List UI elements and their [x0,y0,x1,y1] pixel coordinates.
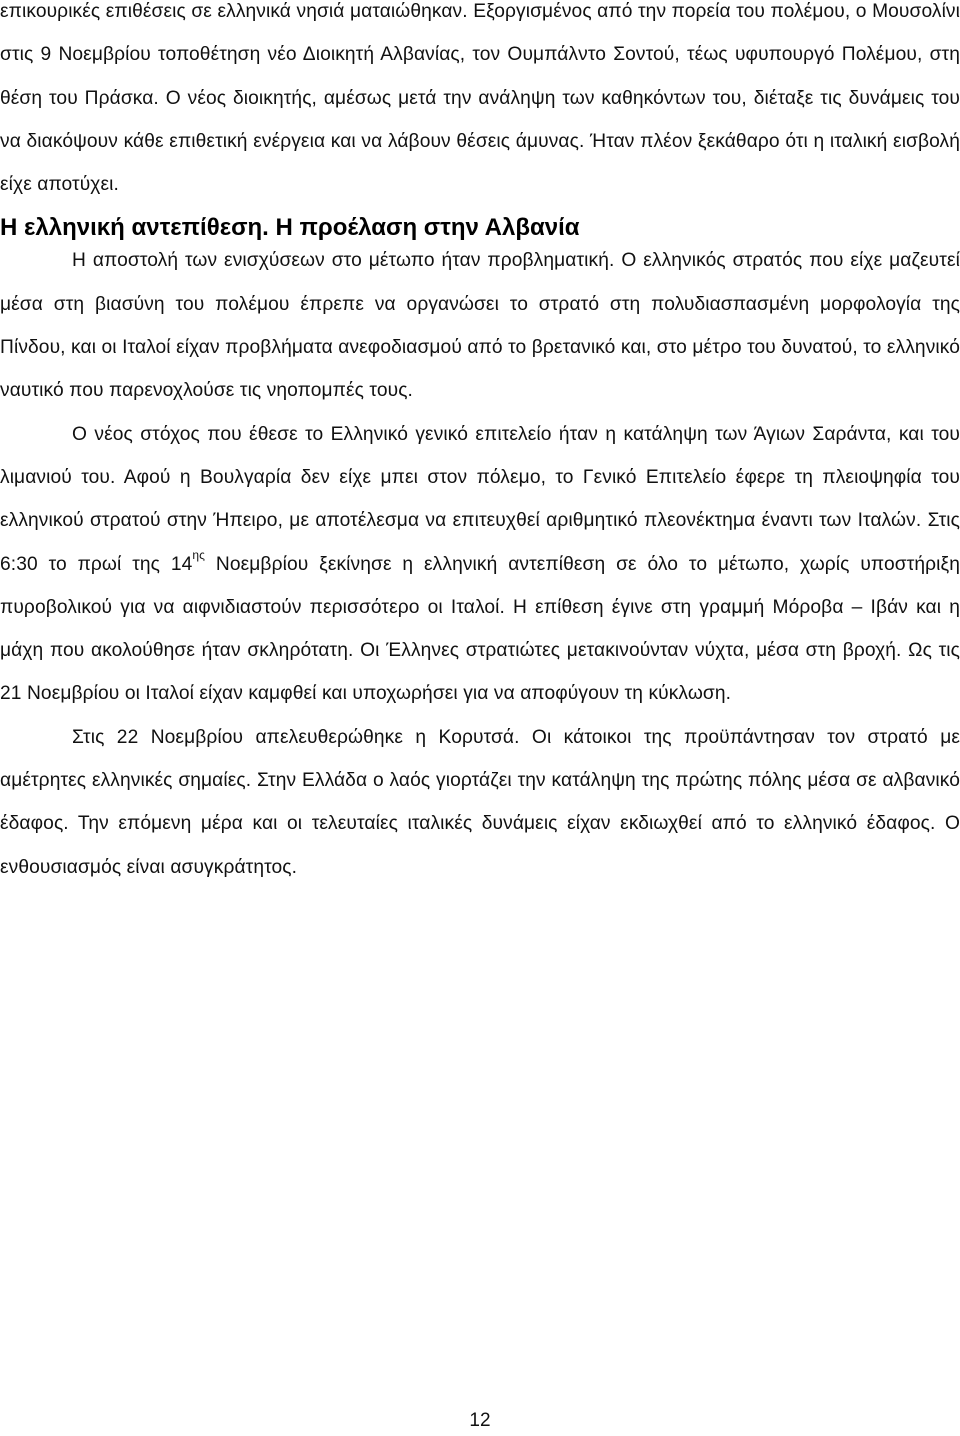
p4-sentence-4: Την επόμενη μέρα και οι τελευταίες ιταλικές δυνάμεις είχαν εκδιωχθεί από το ελληνικό έδαφος. [77,813,936,835]
p4-sentence-3: Στην Ελλάδα ο λαός γιορτάζει την κατάληψη της πρώτης πόλης μέσα σε αλβανικό έδαφος. [0,770,960,835]
p1-sentence-1: επικουρικές επιθέσεις σε ελληνικά νησιά ματαιώθηκαν. Εξοργισμένος από την πορεία του πολέμου, ο Μουσολίνι στις 9 Νοεμβρίου τοποθέτηση νέο Διοικητή Αλβανίας, τον Ουμπάλντο Σοντού, τέως υφυπουργό Πολέμου, στη θέση του Πράσκα. [0,1,960,109]
paragraph-3 [0,413,960,716]
section-heading-part-1: Η ελληνική αντεπίθεση. [0,214,269,242]
section-heading-part-2: Η προέλαση στην Αλβανία [275,214,580,242]
p3-sentence-3-end: Νοεμβρίου ξεκίνησε η ελληνική αντεπίθεση σε όλο το μέτωπο, χωρίς υποστήριξη πυροβολικού για να αιφνιδιαστούν περισσότερο οι Ιταλοί. [0,553,960,618]
paragraph-2 [0,239,960,412]
p3-sentence-6: Ως τις 21 Νοεμβρίου οι Ιταλοί είχαν καμφθεί και υποχωρήσει για να αποφύγουν τη κύκλωση. [0,640,960,705]
ordinal-superscript: ης [192,548,206,563]
paragraph-1 [0,0,960,206]
p3-sentence-2: Αφού η Βουλγαρία δεν είχε μπει στον πόλεμο, το Γενικό Επιτελείο έφερε τη πλειοψηφία του ελληνικού στρατού στην Ήπειρο, με αποτέλεσμα να επιτευχθεί αριθμητικό πλεονέκτημα έναντι των Ιταλών. [0,466,960,532]
p4-sentence-2: Οι κάτοικοι της προϋπάντησαν τον στρατό με αμέτρητες ελληνικές σημαίες. [0,726,960,792]
p3-sentence-4: Η επίθεση έγινε στη γραμμή Μόροβα – Ιβάν και η μάχη που ακολούθησε ήταν σκληρότατη. [0,596,960,662]
p2-sentence-2: Ο ελληνικός στρατός που είχε μαζευτεί μέσα στη βιασύνη του πολέμου έπρεπε να οργανώσει το στρατό στη πολυδιασπασμένη μορφολογία της Πίνδου, και οι Ιταλοί είχαν προβλήματα ανεφοδιασμού από το βρετανικό και, στο μέτρο του δυνατού, το ελληνικό ναυτικό που παρενοχλούσε τις νηοπομπές τους. [0,250,960,402]
p1-sentence-3: Ήταν πλέον ξεκάθαρο ότι η ιταλική εισβολή είχε αποτύχει. [0,130,960,196]
paragraph-4 [0,716,960,889]
p3-sentence-5: Οι Έλληνες στρατιώτες μετακινούνταν νύχτα, μέσα στη βροχή. [360,640,902,662]
p1-sentence-2: Ο νέος διοικητής, αμέσως μετά την ανάληψη των καθηκόντων του, διέταξε τις δυνάμεις του να διακόψουν κάθε επιθετική ενέργεια και να λάβουν θέσεις άμυνας. [0,87,960,152]
p3-sentence-1: Ο νέος στόχος που έθεσε το Ελληνικό γενικό επιτελείο ήταν η κατάληψη των Άγιων Σαράντα, και του λιμανιού του. [0,423,960,488]
p2-sentence-1: Η αποστολή των ενισχύσεων στο μέτωπο ήταν προβληματική. [72,250,615,272]
p4-sentence-5: Ο ενθουσιασμός είναι ασυγκράτητος. [0,813,960,878]
p4-sentence-1: Στις 22 Νοεμβρίου απελευθερώθηκε η Κορυτσά. [72,726,520,748]
page-number: 12 [469,1410,491,1431]
p3-sentence-3-start: Στις 6:30 το πρωί της 14 [0,510,960,575]
